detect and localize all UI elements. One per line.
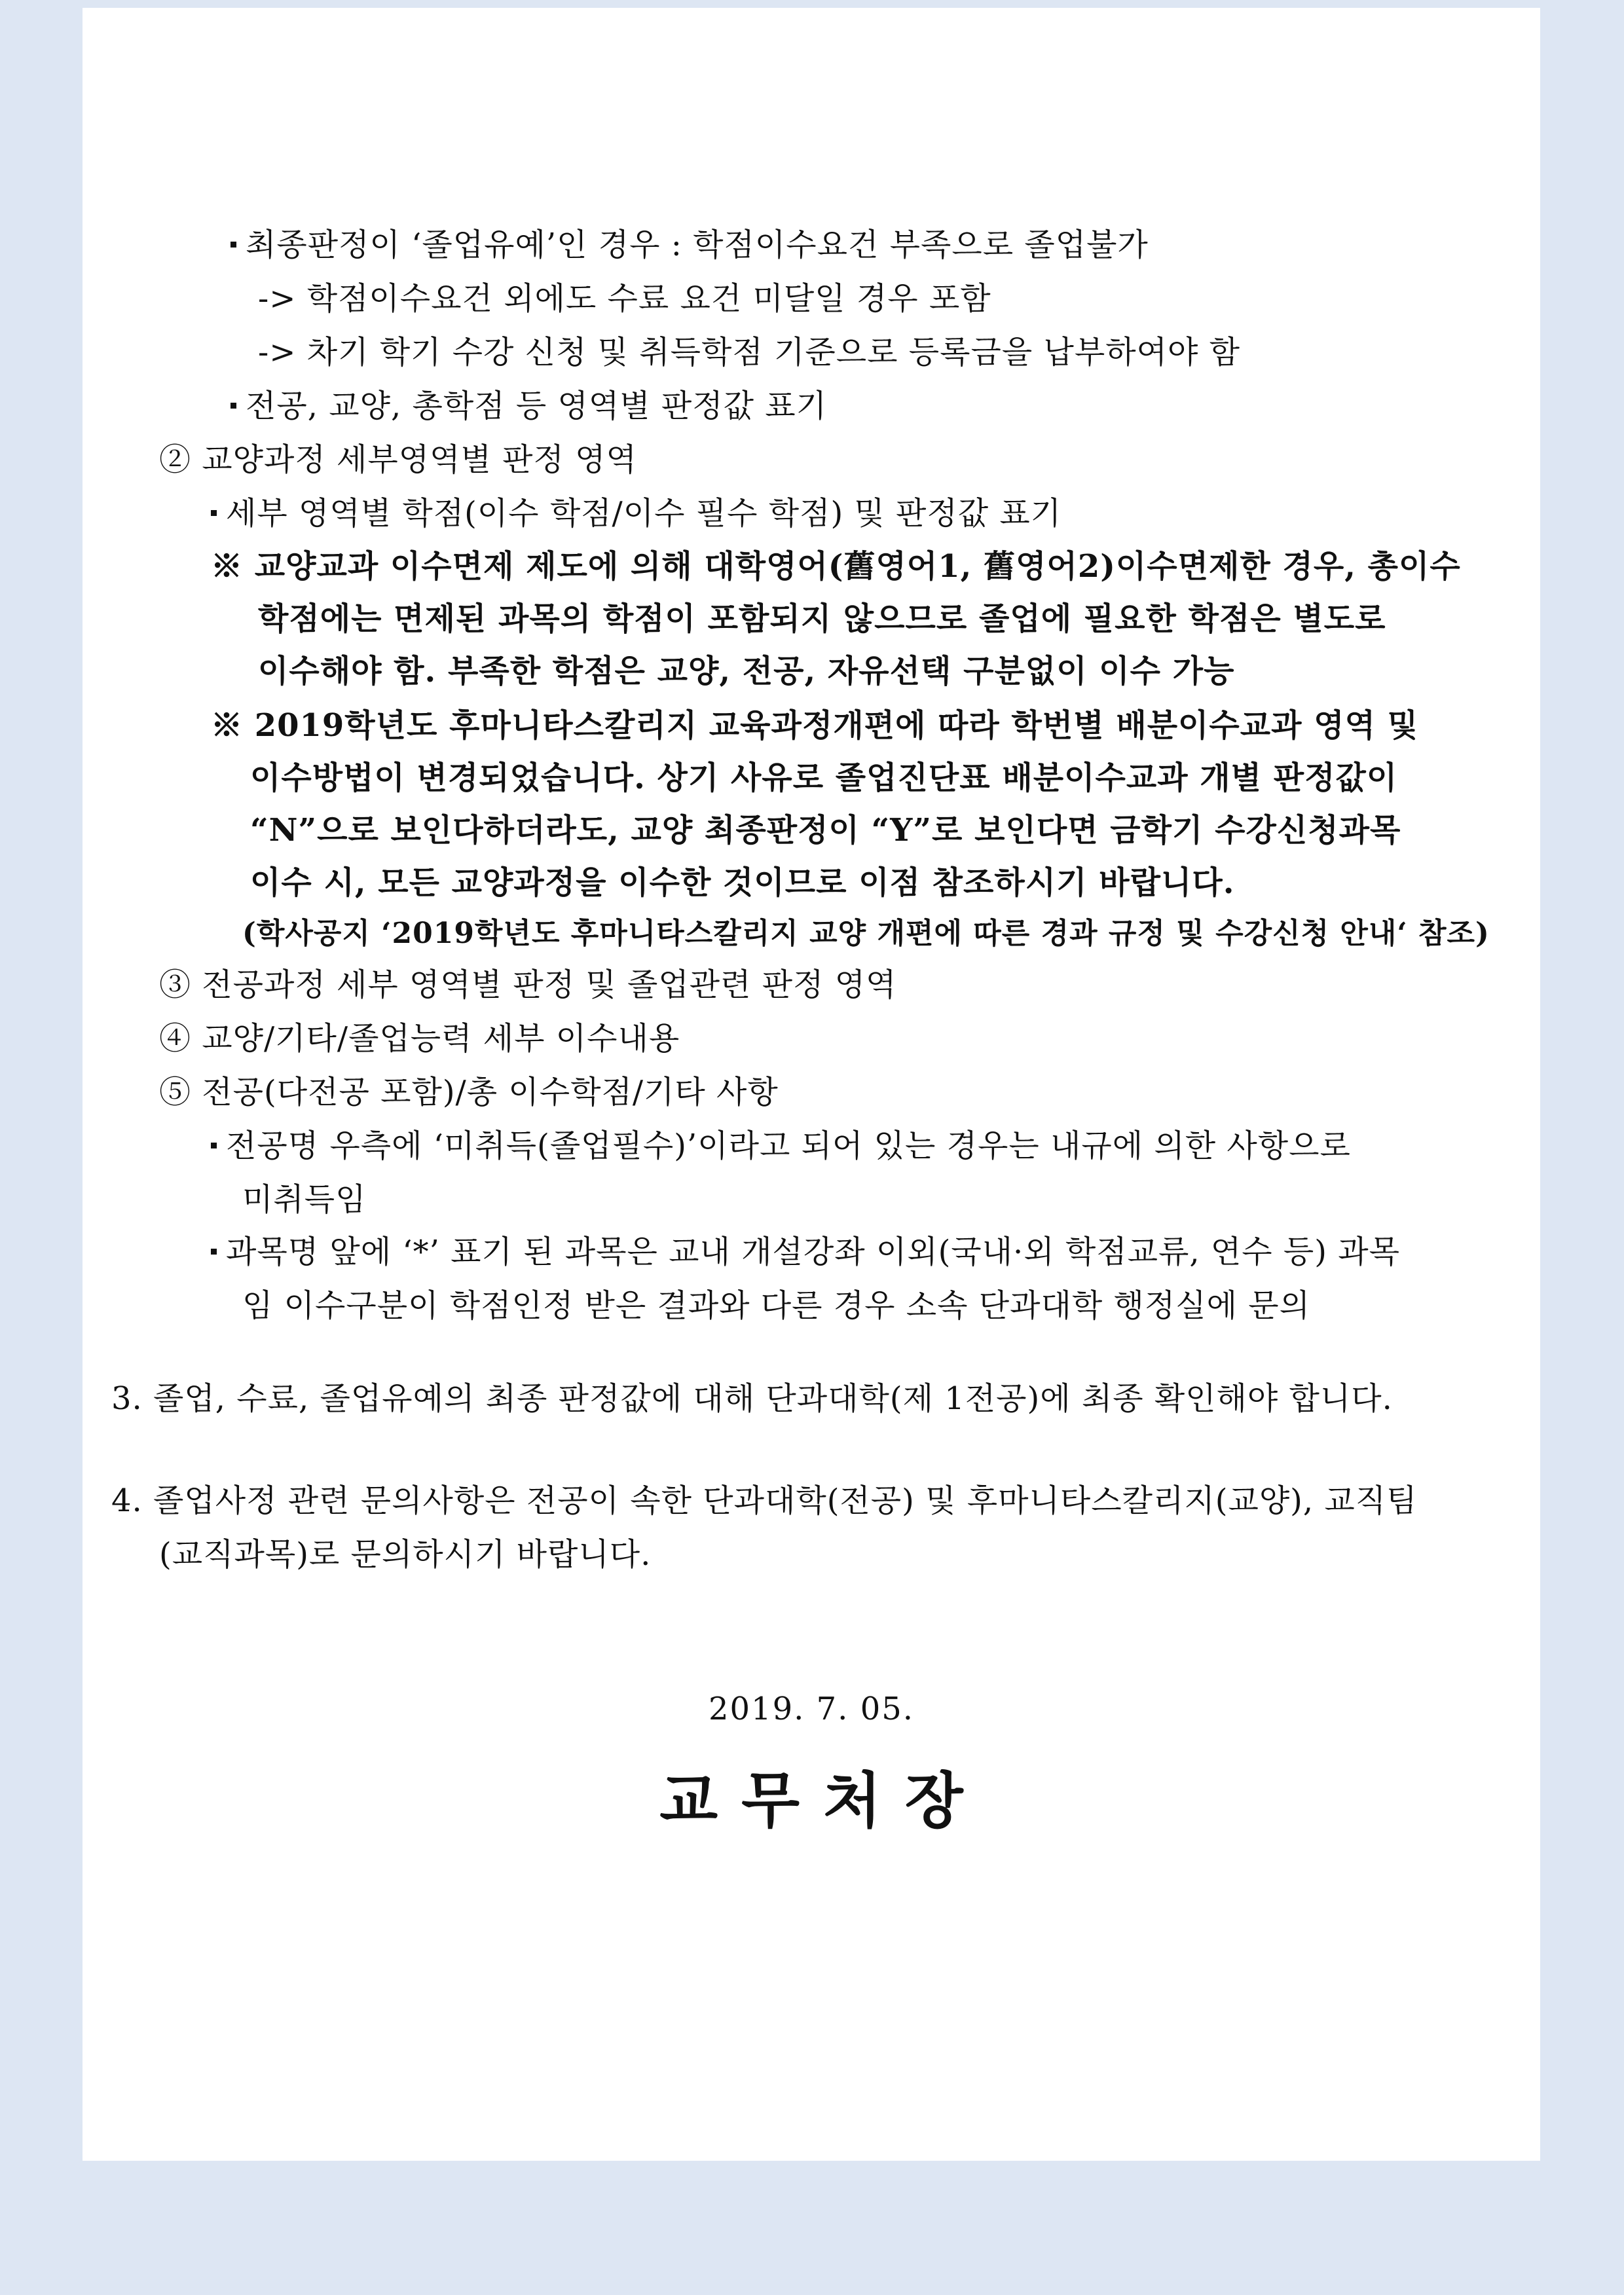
document-page xyxy=(83,8,1540,2161)
text-line: 세부 영역별 학점(이수 학점/이수 필수 학점) 및 판정값 표기 xyxy=(226,495,1062,532)
issuer-signature: 교무처장 xyxy=(659,1766,987,1836)
section-heading-2: ② 교양과정 세부영역별 판정 영역 xyxy=(159,441,637,478)
text-line: 과목명 앞에 ‘*’ 표기 된 과목은 교내 개설강좌 이외(국내·외 학점교류, 연수 등) 과목 xyxy=(226,1234,1400,1270)
bullet-item-sub-area-credits xyxy=(211,494,1061,533)
bullet-item-course-mark xyxy=(211,1232,1400,1272)
sub-note-line: -> 차기 학기 수강 신청 및 취득학점 기준으로 등록금을 납부하여야 함 xyxy=(258,334,1240,371)
section-heading-4: ④ 교양/기타/졸업능력 세부 이수내용 xyxy=(159,1020,680,1057)
notice-line: 이수방법이 변경되었습니다. 상기 사유로 졸업진단표 배분이수교과 개별 판정값이 xyxy=(250,760,1398,796)
sub-note-line: -> 학점이수요건 외에도 수료 요건 미달일 경우 포함 xyxy=(258,280,991,317)
notice-line: 학점에는 면제된 과목의 학점이 포함되지 않으므로 졸업에 필요한 학점은 별도로 xyxy=(258,600,1386,637)
bullet-icon xyxy=(211,1249,217,1255)
text-line: 최종판정이 ‘졸업유예’인 경우 : 학점이수요건 부족으로 졸업불가 xyxy=(246,227,1149,263)
document-date: 2019. 7. 05. xyxy=(708,1691,915,1727)
notice-line: ※ 교양교과 이수면제 제도에 의해 대학영어(舊영어1, 舊영어2)이수면제한 경우, 총이수 xyxy=(211,548,1461,585)
reference-note: (학사공지 ‘2019학년도 후마니타스칼리지 교양 개편에 따른 경과 규정 및 수강신청 안내‘ 참조) xyxy=(242,917,1490,950)
bullet-item-major-unacquired xyxy=(211,1126,1351,1166)
bullet-icon xyxy=(211,1143,217,1148)
bullet-icon xyxy=(231,242,236,248)
text-line: 임 이수구분이 학점인정 받은 결과와 다른 경우 소속 단과대학 행정실에 문의 xyxy=(242,1287,1310,1324)
bullet-icon xyxy=(211,510,217,516)
text-line: 전공명 우측에 ‘미취득(졸업필수)’이라고 되어 있는 경우는 내규에 의한 사항으로 xyxy=(226,1128,1351,1164)
notice-line: “N”으로 보인다하더라도, 교양 최종판정이 “Y”로 보인다면 금학기 수강신청과목 xyxy=(250,812,1401,849)
numbered-item-4: 4. 졸업사정 관련 문의사항은 전공이 속한 단과대학(전공) 및 후마니타스칼리지(교양), 교직팀 xyxy=(111,1482,1418,1519)
notice-line: 이수해야 함. 부족한 학점은 교양, 전공, 자유선택 구분없이 이수 가능 xyxy=(258,653,1235,689)
numbered-item-3: 3. 졸업, 수료, 졸업유예의 최종 판정값에 대해 단과대학(제 1전공)에 최종 확인해야 합니다. xyxy=(111,1380,1393,1417)
notice-line: 이수 시, 모든 교양과정을 이수한 것이므로 이점 참조하시기 바랍니다. xyxy=(250,864,1235,901)
text-line: 미취득임 xyxy=(242,1181,367,1218)
bullet-item-area-values xyxy=(231,386,827,426)
section-heading-3: ③ 전공과정 세부 영역별 판정 및 졸업관련 판정 영역 xyxy=(159,966,897,1003)
notice-line: ※ 2019학년도 후마니타스칼리지 교육과정개편에 따라 학번별 배분이수교과 영역 및 xyxy=(211,707,1419,744)
text-line: 전공, 교양, 총학점 등 영역별 판정값 표기 xyxy=(246,388,827,424)
text-line: (교직과목)로 문의하시기 바랍니다. xyxy=(159,1536,652,1573)
bullet-icon xyxy=(231,403,236,409)
section-heading-5: ⑤ 전공(다전공 포함)/총 이수학점/기타 사항 xyxy=(159,1074,779,1111)
bullet-item-final-judgment xyxy=(231,225,1149,265)
